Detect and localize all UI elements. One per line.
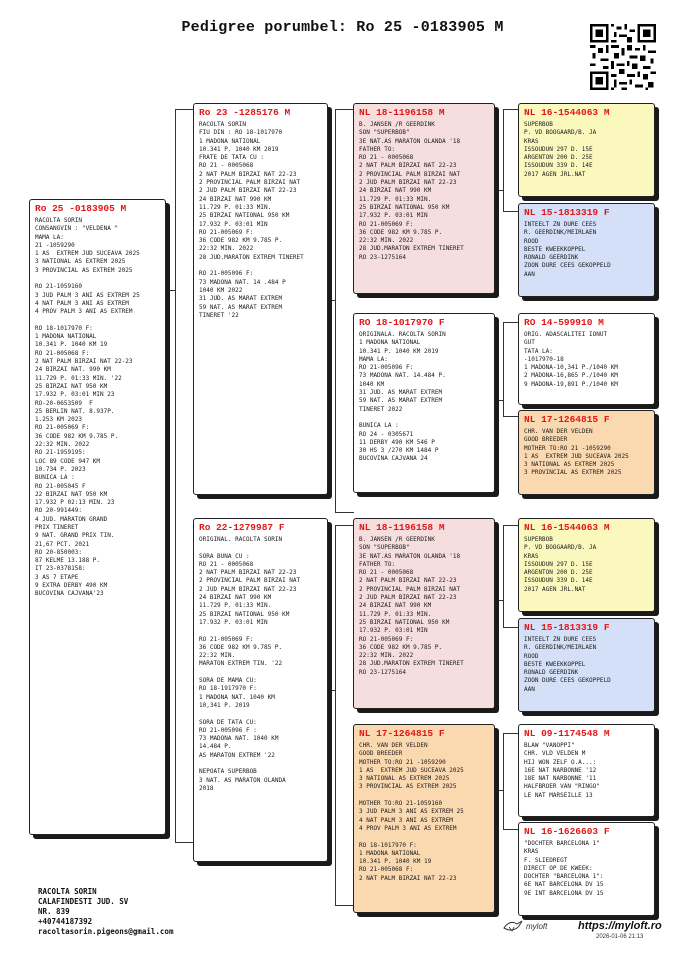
connector-line: [503, 416, 518, 417]
pigeon-details: INTEELT ZN DURE CEES R. GEERDINK/MEIRLAEN ROOD BESTE KWEEKKOPPEL RONALD GEERDINK ZOON DURE CEES GEKOPPELD AAN: [524, 221, 611, 278]
pigeon-details: SUPERBOB P. VD BOOGAARD/B. JA KRAS ISSOUDUN 297 D. 15E ARGENTON 200 D. 25E ISSOUDUN 339 D. 14E 2017 AGEN JRL.NAT: [524, 536, 597, 593]
pigeon-card-dds[interactable]: [518, 724, 655, 817]
ring-number: NL 15-1813319 F: [524, 622, 610, 633]
pigeon-card-sire-dam[interactable]: [353, 313, 495, 493]
pigeon-card-sire-sire[interactable]: [353, 103, 495, 294]
connector-line: [495, 790, 504, 791]
connector-line: [175, 842, 194, 843]
pigeon-details: ORIG. ADASCALITEI IONUT GUT TATA LA: -1017970-18 1 MADONA-10,341 P./1040 KM 2 MADONA-16,865 P./1040 KM 9 MADONA-19,891 P./1040 KM: [524, 331, 618, 388]
connector-line: [335, 512, 354, 513]
pigeon-details: RACOLTA SORIN CONSANGVIN : "VELDENA " MAMA LA: 21 -1059290 1 AS EXTREM JUD SUCEAVA 2025 3 NATIONAL AS EXTREM 2025 3 PROVINCIAL AS EXTREM 2025 RO 21-1059160 3 JUD PALM 3 ANI AS EXTREM 25 4 NAT PALM 3 ANI AS EXTREM 4 PROV PALM 3 ANI AS EXTREM RO 18-1017970 F: 1 MADONA NATIONAL 10.341 P. 1040 KM 19 RO 21-005068 F: 2 NAT PALM BIRZAI NAT 22-23 24 BIRZAI NAT. 990 KM 11.729 P. 01:33 MIN. '22 25 BIRZAI NAT 950 KM 17.932 P. 03:01 MIN 23 RO-20-0653509 F 25 BERLIN NAT. 8.937P. 1.253 KM 2023 RO 21-005069 F: 36 CODE 982 KM 9.785 P. 22:32 MIN. 2022 RO 21-1959195: LOC 89 CODE 947 KM 10.734 P. 2023 BUNICA LA : RO 21-005045 F 22 BIRZAI NAT 950 KM 17.932 P 02:13 MIN. 23 RO 20-991449: 4 JUD. MARATON GRAND PRIX TINERET 9 NAT. GRAND PRIX TIN. 21,67 PCT. 2021 RO 20-850003: 87 KELME 13.188 P. IT 23-0378158: 3 AS 7 ETAPE 9 EXTRA DERBY 490 KM BUCOVINA CAJVANA'23: [35, 217, 140, 598]
connector-line: [328, 690, 336, 691]
connector-line: [328, 300, 336, 301]
pigeon-details: SUPERBOB P. VD BOOGAARD/B. JA KRAS ISSOUDUN 297 D. 15E ARGENTON 200 D. 25E ISSOUDUN 339 D. 14E 2017 AGEN JRL.NAT: [524, 121, 597, 178]
pigeon-details: B. JANSEN /R GEERDINK SON "SUPERBOB" 3E NAT.AS MARATON OLANDA '18 FATHER TO: RO 21 - 0005068 2 NAT PALM BIRZAI NAT 22-23 2 PROVINCIAL PALM BIRZAI NAT 2 JUD PALM BIRZAI NAT 22-23 24 BIRZAI NAT 990 KM 11.729 P. 01:33 MIN. 25 BIRZAI NATIONAL 950 KM 17.932 P. 03:01 MIN RO 21-005069 F: 36 CODE 982 KM 9.785 P. 22:32 MIN. 2022 28 JUD.MARATON EXTREM TINERET RO 23-1275164: [359, 536, 464, 676]
pigeon-card-ssd[interactable]: [518, 203, 655, 297]
connector-line: [503, 829, 518, 830]
pigeon-details: RACOLTA SORIN FIU DIN : RO 18-1017970 1 MADONA NATIONAL 10.341 P. 1040 KM 2019 FRATE DE TATA CU : RO 21 - 0005068 2 NAT PALM BIRZAI NAT 22-23 2 PROVINCIAL PALM BIRZAI NAT 2 JUD PALM BIRZAI NAT 22-23 24 BIRZAI NAT 990 KM 11.729 P. 01:33 MIN. 25 BIRZAI NATIONAL 950 KM 17.932 P. 03:01 MIN RO 21-005069 F: 36 CODE 982 KM 9.785 P. 22:32 MIN. 2022 28 JUD.MARATON EXTREM TINERET RO 21-005096 F: 73 MADONA NAT. 14 .484 P 1040 KM 2022 31 JUD. AS MARAT EXTREM 59 NAT. AS MARAT EXTREM TINERET '22: [199, 121, 304, 319]
pigeon-details: "DOCHTER BARCELONA 1" KRAS F. SLIEDREGT DIRECT OP DE KWEEK: DOCHTER "BARCELONA 1": 6E NAT BARCELONA DV 15 9E INT BARCELONA DV 15: [524, 840, 604, 897]
ring-number: NL 18-1196158 M: [359, 107, 445, 118]
ring-number: NL 18-1196158 M: [359, 522, 445, 533]
pigeon-card-dam-dam[interactable]: [353, 724, 495, 913]
connector-line: [335, 525, 354, 526]
pigeon-card-sdd[interactable]: [518, 410, 655, 495]
connector-line: [335, 905, 354, 906]
connector-line: [503, 627, 518, 628]
pigeon-card-dsd[interactable]: [518, 618, 655, 712]
pigeon-details: CHR. VAN DER VELDEN GOOD BREEDER MOTHER TO:RO 21 -1059290 1 AS EXTREM JUD SUCEAVA 2025 3 NATIONAL AS EXTREM 2025 3 PROVINCIAL AS EXTREM 2025: [524, 428, 629, 477]
ring-number: RO 18-1017970 F: [359, 317, 445, 328]
ring-number: NL 17-1264815 F: [524, 414, 610, 425]
pigeon-card-subject[interactable]: [29, 199, 166, 835]
connector-line: [175, 109, 194, 110]
pigeon-details: ORIGINAL. RACOLTA SORIN SORA BUNA CU : RO 21 - 0005068 2 NAT PALM BIRZAI NAT 22-23 2 PROVINCIAL PALM BIRZAI NAT 2 JUD PALM BIRZAI NAT 22-23 24 BIRZAI NAT 990 KM 11.729 P. 01:33 MIN. 25 BIRZAI NATIONAL 950 KM 17.932 P. 03:01 MIN RO 21-005069 F: 36 CODE 982 KM 9.785 P. 22:32 MIN. MARATON EXTREM TIN. '22 SORA DE MAMA CU: RO 18-1917970 F: 1 MADONA NAT. 1040 KM 10,341 P. 2019 SORA DE TATA CU: RO 21-005096 F : 73 MADONA NAT. 1040 KM 14.484 P. AS MARATON EXTREM '22 NEPOATA SUPERBOB 3 NAT. AS MARATON OLANDA 2018: [199, 536, 301, 792]
pigeon-logo-icon: [503, 919, 523, 933]
brand-logo: [503, 919, 547, 933]
ring-number: NL 16-1544063 M: [524, 522, 610, 533]
owner-contact: RACOLTA SORIN CALAFINDESTI JUD. SV NR. 839 +40744187392 racoltasorin.pigeons@gmail.com: [38, 887, 174, 936]
connector-line: [335, 109, 354, 110]
ring-number: RO 14-599910 M: [524, 317, 604, 328]
ring-number: NL 15-1813319 F: [524, 207, 610, 218]
brand-url-link[interactable]: https://myloft.ro: [578, 920, 662, 932]
pigeon-card-ddd[interactable]: [518, 822, 655, 916]
connector-line: [495, 600, 504, 601]
pigeon-card-sss[interactable]: [518, 103, 655, 197]
connector-line: [503, 733, 518, 734]
connector-line: [503, 322, 504, 416]
qr-code-icon: [590, 24, 656, 90]
pigeon-card-sds[interactable]: [518, 313, 655, 405]
connector-line: [175, 109, 176, 842]
ring-number: Ro 25 -0183905 M: [35, 203, 127, 214]
connector-line: [503, 525, 518, 526]
pigeon-card-dam-sire[interactable]: [353, 518, 495, 709]
pigeon-details: ORIGINALA. RACOLTA SORIN 1 MADONA NATIONAL 10.341 P. 1040 KM 2019 MAMA LA: RO 21-005096 F: 73 MADONA NAT. 14.484 P. 1040 KM 31 JUD. AS MARAT EXTREM 59 NAT. AS MARAT EXTREM TINERET 2022 BUNICA LA : RO 24 - 0305671 11 DERBY 490 KM 546 P 30 HS 3 /270 KM 1484 P BUCOVINA CAJVANA 24: [359, 331, 446, 463]
connector-line: [503, 109, 518, 110]
connector-line: [503, 109, 504, 211]
pigeon-details: CHR. VAN DER VELDEN GOOD BREEDER MOTHER TO:RO 21 -1059290 1 AS EXTREM JUD SUCEAVA 2025 3 NATIONAL AS EXTREM 2025 3 PROVINCIAL AS EXTREM 2025 MOTHER TO:RO 21-1059160 3 JUD PALM 3 ANI AS EXTREM 25 4 NAT PALM 3 ANI AS EXTREM 4 PROV PALM 3 ANI AS EXTREM RO 18-1017970 F: 1 MADONA NATIONAL 10.341 P. 1040 KM 19 RO 21-005068 F: 2 NAT PALM BIRZAI NAT 22-23: [359, 742, 464, 882]
pigeon-details: B. JANSEN /R GEERDINK SON "SUPERBOB" 3E NAT.AS MARATON OLANDA '18 FATHER TO: RO 21 - 0005068 2 NAT PALM BIRZAI NAT 22-23 2 PROVINCIAL PALM BIRZAI NAT 2 JUD PALM BIRZAI NAT 22-23 24 BIRZAI NAT 990 KM 11.729 P. 01:33 MIN. 25 BIRZAI NATIONAL 950 KM 17.932 P. 03:01 MIN RO 21-005069 F: 36 CODE 982 KM 9.785 P. 22:32 MIN. 2022 28 JUD.MARATON EXTREM TINERET RO 23-1275164: [359, 121, 464, 261]
connector-line: [495, 190, 504, 191]
print-date: 2026-01-06 21:13: [596, 934, 644, 940]
ring-number: NL 16-1626603 F: [524, 826, 610, 837]
ring-number: NL 16-1544063 M: [524, 107, 610, 118]
connector-line: [335, 525, 336, 905]
ring-number: NL 17-1264815 F: [359, 728, 445, 739]
connector-line: [495, 400, 504, 401]
pigeon-card-dam[interactable]: [193, 518, 328, 862]
ring-number: Ro 23 -1285176 M: [199, 107, 291, 118]
pigeon-card-sire[interactable]: [193, 103, 328, 495]
connector-line: [503, 322, 518, 323]
ring-number: Ro 22-1279987 F: [199, 522, 285, 533]
ring-number: NL 09-1174548 M: [524, 728, 610, 739]
connector-line: [165, 290, 176, 291]
pigeon-card-dss[interactable]: [518, 518, 655, 612]
connector-line: [503, 525, 504, 627]
connector-line: [335, 109, 336, 512]
brand-name: myloft: [526, 921, 548, 931]
pigeon-details: INTEELT ZN DURE CEES R. GEERDINK/MEIRLAEN ROOD BESTE KWEEKKOPPEL RONALD GEERDINK ZOON DURE CEES GEKOPPELD AAN: [524, 636, 611, 693]
connector-line: [503, 733, 504, 829]
page-title: Pedigree porumbel: Ro 25 -0183905 M: [181, 19, 504, 36]
connector-line: [503, 211, 518, 212]
pigeon-details: BLAW "VANOPPI" CHR. VLD VELDEN M HIJ WON ZELF O.A...: 16E NAT NARBONNE '12 18E NAT NARBONNE '11 HALFBROER VAN "RINGO" LE NAT MARSEILLE 13: [524, 742, 600, 799]
